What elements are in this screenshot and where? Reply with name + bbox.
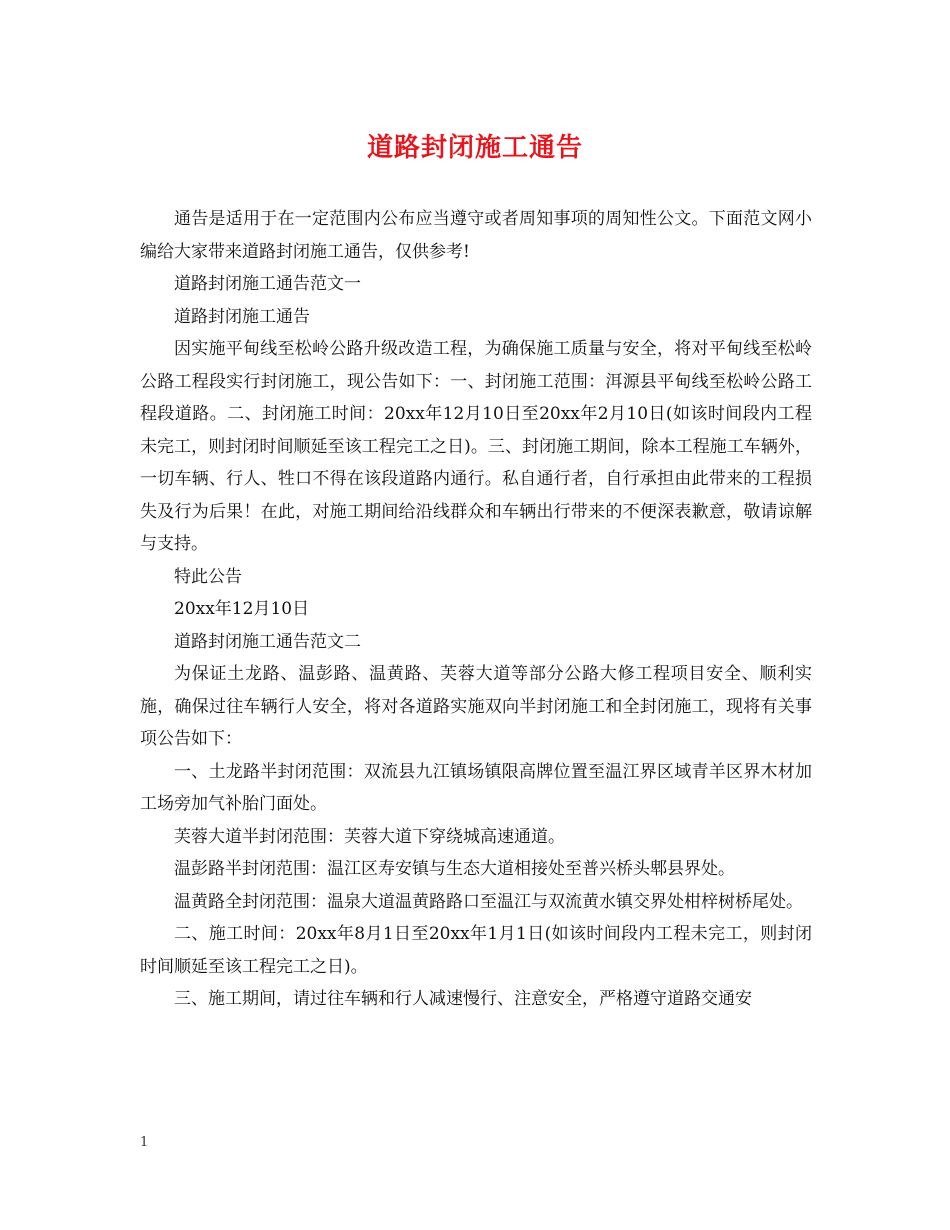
paragraph-tulong-road: 一、土龙路半封闭范围：双流县九江镇场镇限高牌位置至温江界区域青羊区界木材加工场旁加气补胎门面处。 <box>140 761 812 814</box>
document-title: 道路封闭施工通告 <box>366 133 583 163</box>
paragraph-intro: 通告是适用于在一定范围内公布应当遵守或者周知事项的周知性公文。下面范文网小编给大家带来道路封闭施工通告，仅供参考! <box>140 209 812 262</box>
document-body <box>140 203 812 1016</box>
paragraph-wenhuang-road: 温黄路全封闭范围：温泉大道温黄路路口至温江与双流黄水镇交界处柑梓树桥尾处。 <box>174 891 803 912</box>
paragraph-construction-period: 三、施工期间，请过往车辆和行人减速慢行、注意安全，严格遵守道路交通安 <box>174 989 752 1009</box>
paragraph-sample-two-heading: 道路封闭施工通告范文二 <box>174 631 361 652</box>
paragraph-notice-body: 因实施平甸线至松岭公路升级改造工程，为确保施工质量与安全，将对平甸线至松岭公路工程段实行封闭施工，现公告如下：一、封闭施工范围：洱源县平甸线至松岭公路工程段道路。二、封闭施工时间：20xx年12月10日至20xx年2月10日(如该时间段内工程未完工，则封闭时间顺延至该工程完工之日)。三、封闭施工期间，除本工程施工车辆外，一切车辆、行人、牲口不得在该段道路内通行。私自通行者，自行承担由此带来的工程损失及行为后果！在此，对施工期间给沿线群众和车辆出行带来的不便深表歉意，敬请谅解与支持。 <box>140 339 812 554</box>
paragraph-sample-one-heading: 道路封闭施工通告范文一 <box>174 274 361 294</box>
paragraph-wenpeng-road: 温彭路半封闭范围：温江区寿安镇与生态大道相接处至普兴桥头郫县界处。 <box>174 859 735 879</box>
paragraph-closing: 特此公告 <box>174 566 242 587</box>
paragraph-date: 20xx年12月10日 <box>174 599 310 619</box>
paragraph-sample-two-intro: 为保证土龙路、温彭路、温黄路、芙蓉大道等部分公路大修工程项目安全、顺利实施，确保过往车辆行人安全，将对各道路实施双向半封闭施工和全封闭施工，现将有关事项公告如下： <box>140 664 812 749</box>
page-number: 1 <box>140 1135 149 1150</box>
paragraph-construction-time: 二、施工时间：20xx年8月1日至20xx年1月1日(如该时间段内工程未完工，则封闭时间顺延至该工程完工之日)。 <box>140 924 812 977</box>
paragraph-notice-heading: 道路封闭施工通告 <box>174 306 310 327</box>
paragraph-furong-avenue: 芙蓉大道半封闭范围：芙蓉大道下穿绕城高速通道。 <box>174 826 565 847</box>
